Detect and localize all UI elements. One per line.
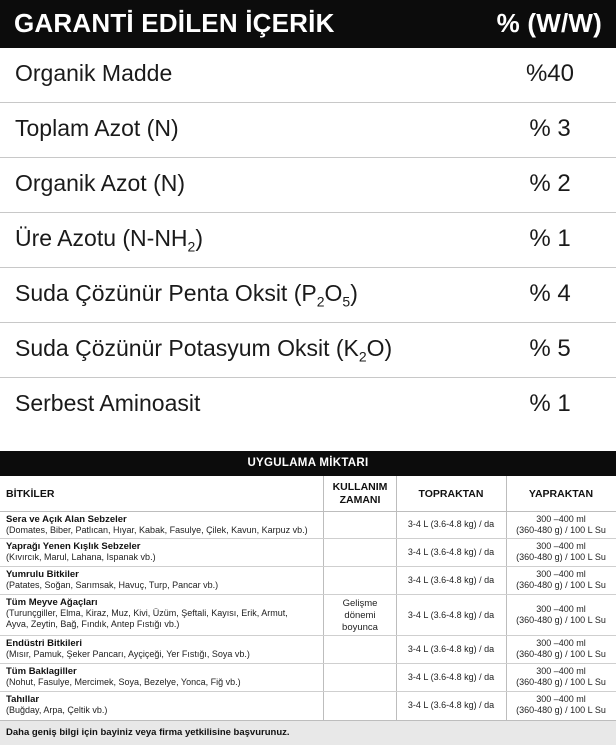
crop-examples: (Buğday, Arpa, Çeltik vb.)	[6, 705, 108, 715]
soil-dose: 3-4 L (3.6-4.8 kg) / da	[407, 700, 495, 710]
content-value: % 3	[529, 115, 571, 142]
crop-group-name: Tüm Meyve Ağaçları	[6, 597, 98, 608]
table-row	[0, 595, 616, 636]
footer-note-bar	[0, 720, 616, 745]
leaf-dose: 300 –400 ml (360-480 g) / 100 L Su	[516, 638, 606, 659]
usage-time-cell: Gelişme dönemi boyunca	[342, 598, 378, 633]
content-value: % 1	[529, 390, 571, 417]
crop-examples-continued: Ayva, Zeytin, Bağ, Fındık, Antep Fıstığı vb.)	[6, 619, 180, 629]
leaf-column-header: YAPRAKTAN	[528, 487, 594, 500]
crop-group-name: Yumrulu Bitkiler	[6, 569, 79, 580]
content-row	[0, 378, 616, 433]
crop-cell	[6, 569, 322, 591]
crop-examples: (Patates, Soğan, Sarımsak, Havuç, Turp, Pancar vb.)	[6, 580, 219, 590]
table-row	[0, 512, 616, 539]
content-value: % 4	[529, 280, 571, 307]
content-name: Organik Madde	[15, 60, 173, 86]
content-row	[0, 158, 616, 213]
content-name: Suda Çözünür Penta Oksit $(P_2O_5)$	[15, 280, 358, 310]
content-value: %40	[525, 60, 575, 87]
leaf-dose: 300 –400 ml (360-480 g) / 100 L Su	[516, 514, 606, 535]
crop-group-name: Tüm Baklagiller	[6, 666, 77, 677]
crop-examples: (Kıvırcık, Marul, Lahana, Ispanak vb.)	[6, 552, 156, 562]
content-name: Organik Azot (N)	[15, 170, 185, 196]
leaf-dose: 300 –400 ml (360-480 g) / 100 L Su	[516, 694, 606, 715]
usage-time-column-header: KULLANIM ZAMANI	[332, 481, 388, 506]
crop-cell	[6, 541, 322, 563]
soil-dose: 3-4 L (3.6-4.8 kg) / da	[407, 547, 495, 557]
crop-examples: (Mısır, Pamuk, Şeker Pancarı, Ayçiçeği, Yer Fıstığı, Soya vb.)	[6, 649, 250, 659]
content-name: Üre Azotu $(N-NH_2)$	[15, 225, 204, 255]
crop-examples: (Domates, Biber, Patlıcan, Hıyar, Kabak, Fasulye, Çilek, Kavun, Karpuz vb.)	[6, 525, 308, 535]
guaranteed-content-header	[0, 0, 616, 48]
crop-cell	[6, 597, 322, 630]
soil-column-header: TOPRAKTAN	[418, 487, 484, 500]
content-row	[0, 213, 616, 268]
weight-ratio-header: % (W/W)	[496, 8, 602, 38]
crop-cell	[6, 514, 322, 536]
content-row	[0, 323, 616, 378]
crops-column-header: BİTKİLER	[6, 487, 55, 500]
application-title: UYGULAMA MİKTARI	[0, 451, 616, 476]
content-name: Suda Çözünür Potasyum Oksit $(K_2O)$	[15, 335, 393, 365]
content-value: % 5	[529, 335, 571, 362]
application-header-row	[0, 476, 616, 512]
content-row	[0, 103, 616, 158]
crop-cell	[6, 694, 322, 716]
content-value: % 1	[529, 225, 571, 252]
soil-dose: 3-4 L (3.6-4.8 kg) / da	[407, 519, 495, 529]
leaf-dose: 300 –400 ml (360-480 g) / 100 L Su	[516, 541, 606, 562]
leaf-dose: 300 –400 ml (360-480 g) / 100 L Su	[516, 666, 606, 687]
content-name: Toplam Azot (N)	[15, 115, 179, 141]
crop-group-name: Endüstri Bitkileri	[6, 638, 83, 649]
soil-dose: 3-4 L (3.6-4.8 kg) / da	[407, 644, 495, 654]
crop-cell	[6, 638, 322, 660]
content-value: % 2	[529, 170, 571, 197]
table-row	[0, 539, 616, 567]
footer-note: Daha geniş bilgi için bayiniz veya firma yetkilisine başvurunuz.	[6, 727, 290, 738]
crop-examples: (Turunçgiller, Elma, Kiraz, Muz, Kivi, Üzüm, Şeftali, Kayısı, Erik, Armut,	[6, 608, 288, 618]
leaf-dose: 300 –400 ml (360-480 g) / 100 L Su	[516, 569, 606, 590]
crop-examples: (Nohut, Fasulye, Mercimek, Soya, Bezelye, Yonca, Fiğ vb.)	[6, 677, 241, 687]
soil-dose: 3-4 L (3.6-4.8 kg) / da	[407, 672, 495, 682]
content-row	[0, 268, 616, 323]
crop-group-name: Yaprağı Yenen Kışlık Sebzeler	[6, 541, 141, 552]
soil-dose: 3-4 L (3.6-4.8 kg) / da	[407, 575, 495, 585]
table-row	[0, 692, 616, 720]
leaf-dose: 300 –400 ml (360-480 g) / 100 L Su	[516, 604, 606, 625]
table-row	[0, 664, 616, 692]
content-row	[0, 48, 616, 103]
guaranteed-content-title: GARANTİ EDİLEN İÇERİK	[14, 8, 335, 38]
table-row	[0, 636, 616, 664]
content-name: Serbest Aminoasit	[15, 390, 201, 416]
soil-dose: 3-4 L (3.6-4.8 kg) / da	[407, 610, 495, 620]
crop-group-name: Sera ve Açık Alan Sebzeler	[6, 514, 127, 525]
crop-cell	[6, 666, 322, 688]
crop-group-name: Tahıllar	[6, 694, 40, 705]
table-row	[0, 567, 616, 595]
